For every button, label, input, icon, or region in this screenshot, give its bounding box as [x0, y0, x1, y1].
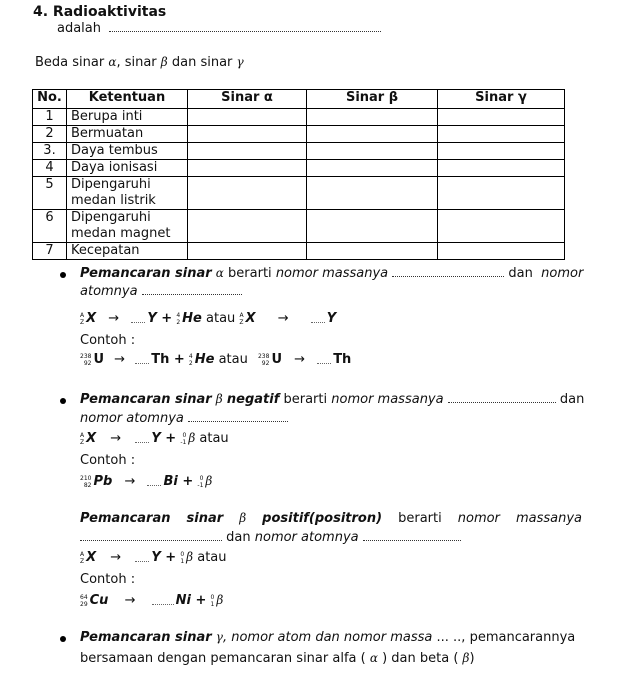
beta-neg-equation-2 [80, 474, 212, 489]
answer-cell-beta[interactable] [307, 109, 438, 126]
element-symbol: X [86, 311, 97, 326]
fill-blank [317, 356, 331, 364]
mass-number: A [80, 550, 85, 558]
text: sinar [186, 511, 224, 526]
alpha-line-1 [80, 266, 583, 281]
gamma-title: Pemancaran sinar [80, 630, 212, 645]
fill-blank [80, 530, 222, 541]
mass-number: 0 [180, 550, 185, 558]
table-row [33, 160, 565, 177]
beta-symbol: β [188, 431, 196, 445]
answer-cell-gamma[interactable] [438, 243, 565, 260]
beta-symbol: β [160, 55, 168, 69]
header-gamma: Sinar γ [438, 90, 565, 109]
element-symbol: X [245, 311, 256, 326]
header-alpha: Sinar α [188, 90, 307, 109]
fill-blank [109, 21, 381, 32]
contoh-label: Contoh : [80, 333, 136, 348]
atomic-number: 82 [83, 481, 92, 489]
row-ketentuan: Daya tembus [67, 143, 188, 160]
beta-neg-equation-1 [80, 431, 229, 446]
table-row [33, 109, 565, 126]
beta-symbol: β [216, 593, 224, 607]
table-row [33, 177, 565, 210]
alpha-line-2 [80, 284, 242, 299]
atomic-number: Z [80, 318, 85, 326]
arrow-icon: → [124, 474, 136, 489]
text: ) [469, 651, 475, 666]
fill-blank [135, 435, 149, 443]
intro-lead: Beda sinar [35, 55, 105, 70]
fill-blank [188, 411, 288, 422]
nuclide-index [80, 475, 91, 489]
nuclide-index [258, 353, 269, 367]
text: nomor [457, 511, 500, 526]
answer-cell-gamma[interactable] [438, 109, 565, 126]
beta-symbol: β [215, 392, 223, 406]
nuclide-index [211, 594, 215, 608]
element-symbol: X [86, 550, 97, 565]
answer-cell-beta[interactable] [307, 160, 438, 177]
answer-cell-alpha[interactable] [188, 143, 307, 160]
beta-symbol: β [239, 511, 247, 525]
fill-blank [392, 266, 504, 277]
text: nomor massanya [275, 266, 389, 281]
atomic-number: 2 [176, 318, 181, 326]
gamma-symbol: γ [215, 630, 223, 644]
answer-cell-gamma[interactable] [438, 177, 565, 210]
table-body [33, 109, 565, 260]
row-number: 1 [33, 109, 67, 126]
table-row [33, 210, 565, 243]
answer-cell-beta[interactable] [307, 177, 438, 210]
beta-symbol: β [205, 474, 213, 488]
table-row [33, 126, 565, 143]
atomic-number: 29 [80, 600, 88, 608]
element-symbol: Th [333, 352, 352, 367]
bullet [60, 636, 66, 642]
answer-cell-beta[interactable] [307, 243, 438, 260]
radiation-comparison-table [32, 89, 565, 260]
beta-symbol: β [186, 550, 194, 564]
text: nomor atomnya [254, 530, 359, 545]
atomic-number: -1 [197, 481, 204, 489]
fill-blank [131, 315, 145, 323]
mass-number: 0 [210, 593, 215, 601]
alpha-title: Pemancaran sinar [80, 266, 212, 281]
element-symbol: Th + [151, 352, 185, 367]
fill-blank [363, 530, 461, 541]
beta-pos-equation-1 [80, 550, 227, 565]
element-symbol: Y + [151, 431, 177, 446]
row-ketentuan: Berupa inti [67, 109, 188, 126]
answer-cell-gamma[interactable] [438, 126, 565, 143]
text: nomor massanya [331, 392, 444, 407]
arrow-icon: → [110, 431, 122, 446]
element-symbol: Y + [147, 311, 173, 326]
answer-cell-alpha[interactable] [188, 243, 307, 260]
intro-line [35, 55, 244, 70]
text: positif(positron) [262, 511, 383, 526]
nuclide-index [80, 312, 84, 326]
element-symbol: U [271, 352, 282, 367]
nuclide-index [197, 475, 203, 489]
text: nomor atomnya [80, 411, 184, 426]
alpha-equation-1 [80, 311, 336, 326]
text: dan [559, 392, 585, 407]
intro-sep: dan sinar [171, 55, 233, 70]
atomic-number: 1 [180, 557, 185, 565]
fill-blank [311, 315, 325, 323]
answer-cell-beta[interactable] [307, 210, 438, 243]
nuclide-index [180, 551, 184, 565]
element-symbol: Y + [151, 550, 177, 565]
text: dan [508, 266, 533, 281]
table-row [33, 143, 565, 160]
answer-cell-beta[interactable] [307, 143, 438, 160]
nuclide-index [80, 594, 88, 608]
section-heading: 4. Radioaktivitas [33, 4, 167, 20]
nuclide-index [189, 353, 193, 367]
text: bersamaan dengan pemancaran sinar alfa ( [80, 651, 366, 666]
atomic-number: 1 [210, 600, 215, 608]
element-symbol: Cu [89, 593, 109, 608]
fill-blank [142, 284, 242, 295]
gamma-symbol: γ [236, 55, 244, 69]
table-row [33, 243, 565, 260]
beta-pos-equation-2 [80, 593, 223, 608]
element-symbol: U [93, 352, 105, 367]
arrow-icon: → [114, 352, 126, 367]
mass-number: 4 [176, 311, 181, 319]
row-ketentuan: Kecepatan [67, 243, 188, 260]
atomic-number: 92 [83, 359, 92, 367]
mass-number: 238 [257, 352, 270, 360]
element-symbol: Pb [93, 474, 113, 489]
element-symbol: He [194, 352, 215, 367]
text: ) dan beta ( [382, 651, 459, 666]
text: pemancarannya [469, 630, 576, 645]
alpha-equation-2 [80, 352, 351, 367]
arrow-icon: → [277, 311, 289, 326]
alpha-symbol: α [108, 55, 117, 69]
mass-number: 210 [80, 474, 92, 482]
header-no: No. [33, 90, 67, 109]
atomic-number: 92 [261, 359, 270, 367]
arrow-icon: → [124, 593, 136, 608]
fill-blank [152, 597, 174, 605]
row-ketentuan: Bermuatan [67, 126, 188, 143]
mass-number: A [239, 311, 244, 319]
atomic-number: Z [80, 557, 85, 565]
text: atomnya [80, 284, 138, 299]
text: massanya [515, 511, 582, 526]
definition-line [57, 21, 381, 36]
text: atau [206, 311, 236, 326]
mass-number: A [80, 431, 85, 439]
text: atau [197, 550, 227, 565]
answer-cell-alpha[interactable] [188, 126, 307, 143]
gamma-line-2 [80, 651, 475, 666]
mass-number: 0 [199, 474, 204, 482]
bullet [60, 398, 66, 404]
nuclide-index [80, 353, 91, 367]
bullet [60, 272, 66, 278]
row-number: 3. [33, 143, 67, 160]
answer-cell-beta[interactable] [307, 126, 438, 143]
beta-neg-title: Pemancaran sinar [80, 392, 212, 407]
row-ketentuan: Dipengaruhi medan magnet [67, 210, 188, 243]
mass-number: A [80, 311, 85, 319]
atomic-number: Z [239, 318, 244, 326]
beta-neg-line-2 [80, 411, 288, 426]
element-symbol: He [182, 311, 202, 326]
intro-sep: , sinar [116, 55, 157, 70]
answer-cell-gamma[interactable] [438, 143, 565, 160]
text: berarti [398, 511, 442, 526]
row-ketentuan: Daya ionisasi [67, 160, 188, 177]
fill-blank [135, 554, 149, 562]
row-number: 4 [33, 160, 67, 177]
text: atau [199, 431, 229, 446]
element-symbol: Y [326, 311, 337, 326]
text: dan [226, 530, 251, 545]
contoh-label: Contoh : [80, 453, 136, 468]
fill-blank [135, 356, 149, 364]
nuclide-index [239, 312, 243, 326]
beta-pos-line-2 [80, 530, 461, 545]
header-ketentuan: Ketentuan [67, 90, 188, 109]
definition-label: adalah [57, 21, 102, 36]
nuclide-index [176, 312, 180, 326]
mass-number: 238 [80, 352, 92, 360]
row-number: 5 [33, 177, 67, 210]
element-symbol: X [86, 431, 97, 446]
beta-neg-line-1 [80, 392, 584, 407]
row-number: 6 [33, 210, 67, 243]
text: Pemancaran [80, 511, 171, 526]
nuclide-index [80, 432, 84, 446]
atomic-number: 2 [188, 359, 193, 367]
answer-cell-gamma[interactable] [438, 210, 565, 243]
element-symbol: Ni + [175, 593, 207, 608]
answer-cell-alpha[interactable] [188, 109, 307, 126]
alpha-symbol: α [215, 266, 224, 280]
answer-cell-alpha[interactable] [188, 210, 307, 243]
arrow-icon: → [110, 550, 122, 565]
text: nomor [541, 266, 584, 281]
header-beta: Sinar β [307, 90, 438, 109]
mass-number: 0 [182, 431, 187, 439]
atomic-number: Z [80, 438, 85, 446]
nuclide-index [180, 432, 186, 446]
text: negatif [226, 392, 280, 407]
text: berarti [283, 392, 328, 407]
gamma-line-1 [80, 630, 575, 645]
answer-cell-gamma[interactable] [438, 160, 565, 177]
answer-cell-alpha[interactable] [188, 177, 307, 210]
text: ... .., [436, 630, 466, 645]
row-ketentuan: Dipengaruhi medan listrik [67, 177, 188, 210]
beta-pos-line-1 [80, 511, 582, 526]
fill-blank [147, 478, 161, 486]
beta-symbol: β [462, 651, 470, 665]
contoh-label: Contoh : [80, 572, 136, 587]
answer-cell-alpha[interactable] [188, 160, 307, 177]
atomic-number: -1 [180, 438, 187, 446]
fill-blank [448, 392, 556, 403]
nuclide-index [80, 551, 84, 565]
mass-number: 4 [188, 352, 193, 360]
alpha-symbol: α [369, 651, 378, 665]
mass-number: 64 [80, 593, 88, 601]
text: berarti [228, 266, 272, 281]
arrow-icon: → [108, 311, 120, 326]
text: , nomor atom dan nomor massa [222, 630, 433, 645]
row-number: 2 [33, 126, 67, 143]
text: atau [218, 352, 248, 367]
row-number: 7 [33, 243, 67, 260]
element-symbol: Bi + [163, 474, 194, 489]
arrow-icon: → [294, 352, 306, 367]
